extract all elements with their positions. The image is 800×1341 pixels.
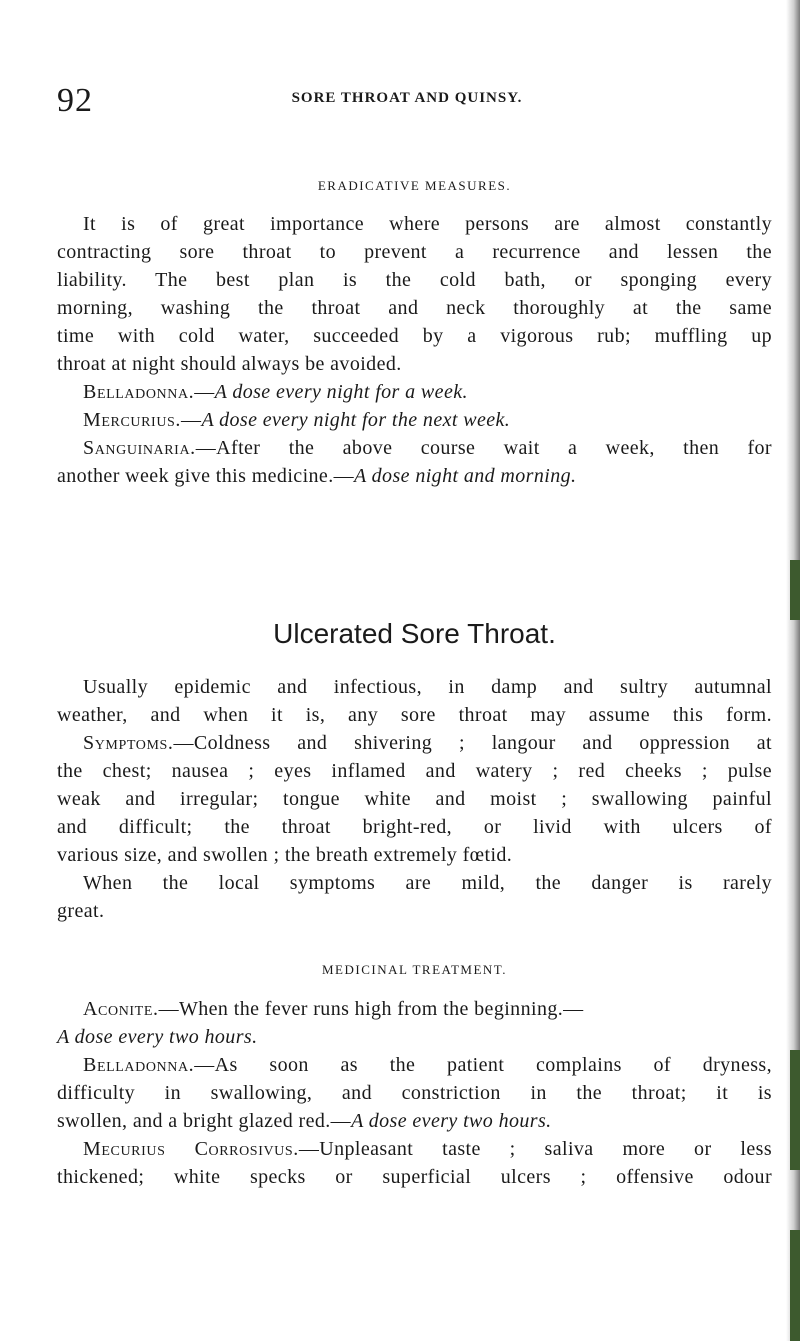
section-heading-medicinal: MEDICINAL TREATMENT. bbox=[321, 962, 508, 977]
paragraph-line: It is of great importance where persons are almost constantly bbox=[83, 213, 772, 235]
remedy-dose: A dose every two hours. bbox=[351, 1110, 552, 1132]
page-edge-shadow bbox=[786, 0, 800, 1341]
remedy-text: After the above course wait a week, then for bbox=[216, 437, 772, 459]
paragraph-line: the chest; nausea ; eyes inflamed and watery ; red cheeks ; pulse bbox=[57, 760, 772, 782]
symptoms-label: Symptoms. bbox=[83, 732, 174, 754]
remedy-separator: — bbox=[194, 381, 215, 403]
remedy-separator: — bbox=[181, 409, 202, 431]
running-title: SORE THROAT AND QUINSY. bbox=[291, 90, 523, 106]
paragraph-line: morning, washing the throat and neck thoroughly at the same bbox=[57, 297, 772, 319]
remedy-text: —As soon as the patient complains of dryness, bbox=[194, 1054, 772, 1076]
edge-stain bbox=[790, 560, 800, 620]
paragraph-line: weather, and when it is, any sore throat may assume this form. bbox=[57, 704, 772, 726]
remedy-dose: A dose night and morning. bbox=[354, 465, 577, 487]
remedy-text: —Unpleasant taste ; saliva more or less bbox=[298, 1138, 773, 1160]
remedy-name: Aconite. bbox=[83, 998, 159, 1020]
edge-stain bbox=[790, 1050, 800, 1170]
remedy-name: Belladonna. bbox=[83, 381, 195, 403]
paragraph-line: difficulty in swallowing, and constriction in the throat; it is bbox=[57, 1082, 772, 1104]
edge-stain bbox=[790, 1230, 800, 1341]
remedy-separator: — bbox=[195, 437, 217, 459]
remedy-name: Belladonna. bbox=[83, 1054, 195, 1076]
remedy-text: swollen, and a bright glazed red.— bbox=[57, 1110, 352, 1132]
symptoms-text: —Coldness and shivering ; langour and oppression at bbox=[173, 732, 772, 754]
remedy-name: Sanguinaria. bbox=[83, 437, 196, 459]
remedy-sanguinaria bbox=[83, 434, 772, 462]
remedy-aconite bbox=[83, 995, 772, 1023]
remedy-dose: A dose every night for the next week. bbox=[201, 409, 511, 431]
remedy-text: —When the fever runs high from the beginning.— bbox=[158, 998, 584, 1020]
paragraph-line: Usually epidemic and infectious, in damp and sultry autumnal bbox=[83, 676, 772, 698]
remedy-mercurius-corrosivus bbox=[83, 1135, 772, 1163]
paragraph-line: When the local symptoms are mild, the danger is rarely bbox=[83, 872, 772, 894]
paragraph-line: various size, and swollen ; the breath extremely fœtid. bbox=[57, 844, 513, 866]
paragraph-line: contracting sore throat to prevent a recurrence and lessen the bbox=[57, 241, 772, 263]
remedy-continuation bbox=[57, 462, 772, 490]
remedy-name: Mecurius Corrosivus. bbox=[83, 1138, 299, 1160]
remedy-dose: A dose every two hours. bbox=[57, 1026, 258, 1048]
paragraph-line: liability. The best plan is the cold bath, or sponging every bbox=[57, 269, 772, 291]
remedy-name: Mercurius. bbox=[83, 409, 182, 431]
remedy-belladonna-2 bbox=[83, 1051, 772, 1079]
remedy-belladonna bbox=[83, 378, 772, 406]
symptoms-line bbox=[83, 729, 772, 757]
remedy-mercurius bbox=[83, 406, 772, 434]
paragraph-line: throat at night should always be avoided. bbox=[57, 353, 402, 375]
paragraph-line: thickened; white specks or superficial ulcers ; offensive odour bbox=[57, 1166, 772, 1188]
page-number: 92 bbox=[57, 82, 93, 119]
section-heading-eradicative: ERADICATIVE MEASURES. bbox=[317, 178, 512, 193]
chapter-title: Ulcerated Sore Throat. bbox=[273, 618, 556, 649]
paragraph-line: great. bbox=[57, 900, 105, 922]
remedy-belladonna-end bbox=[57, 1107, 772, 1135]
remedy-dose: A dose every night for a week. bbox=[214, 381, 468, 403]
paragraph-line: time with cold water, succeeded by a vigorous rub; muffling up bbox=[57, 325, 772, 347]
paragraph-line: and difficult; the throat bright-red, or livid with ulcers of bbox=[57, 816, 772, 838]
remedy-text: another week give this medicine.— bbox=[57, 465, 354, 487]
running-header bbox=[57, 82, 757, 122]
paragraph-line: weak and irregular; tongue white and moist ; swallowing painful bbox=[57, 788, 772, 810]
